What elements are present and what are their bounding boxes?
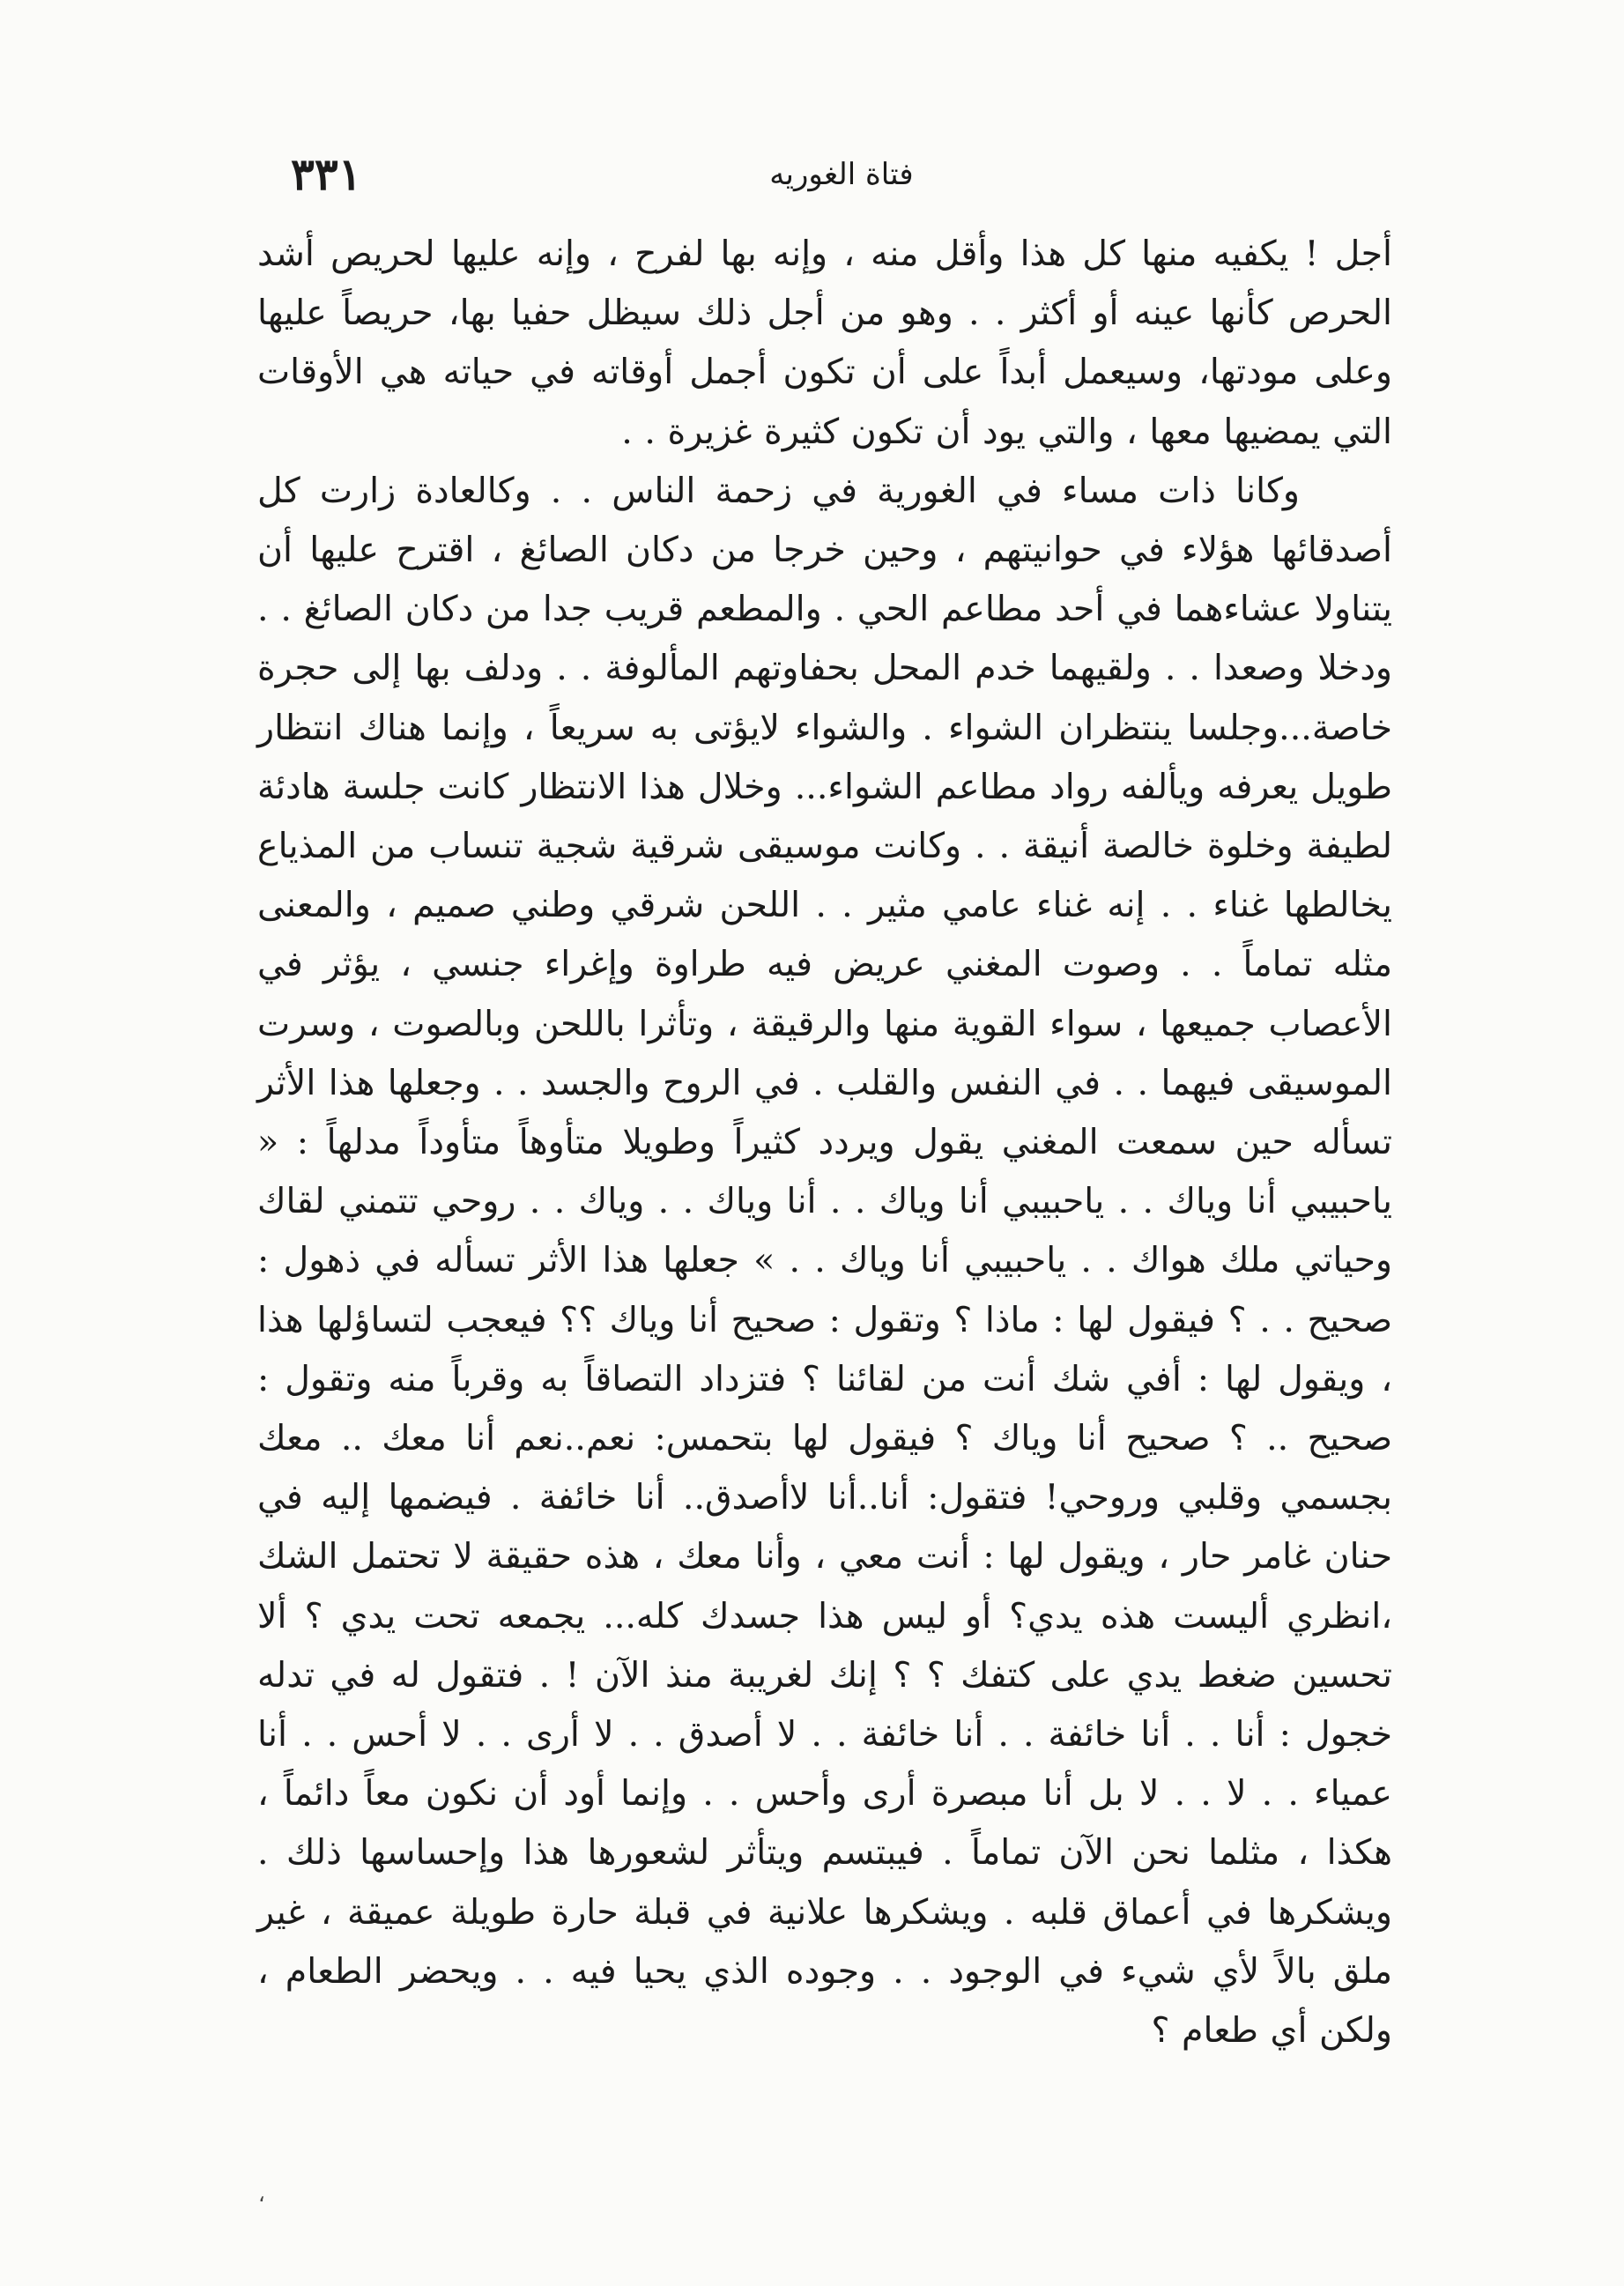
paragraph-1: أجل ! يكفيه منها كل هذا وأقل منه ، وإنه بها لفرح ، وإنه عليها لحريص أشد الحرص كأنها عينه أو أكثر . . وهو من أجل ذلك سيظل حفيا بها، حريصاً عليها وعلى مودتها، وسيعمل أبداً على أن تكون أجمل أوقاته في حياته هي الأوقات التي يمضيها معها ، والتي يود أن تكون كثيرة غزيرة . . bbox=[257, 234, 1392, 452]
running-title: فتاة الغوريه bbox=[769, 157, 914, 192]
page-header bbox=[291, 148, 1392, 210]
stray-mark: ، bbox=[258, 2182, 265, 2207]
page-number: ٣٣١ bbox=[291, 148, 362, 200]
body-text bbox=[257, 225, 1392, 2060]
paragraph-2: وكانا ذات مساء في الغورية في زحمة الناس . . وكالعادة زارت كل أصدقائها هؤلاء في حوانيتهم ، وحين خرجا من دكان الصائغ ، اقترح عليها أن يتناولا عشاءهما في أحد مطاعم الحي . والمطعم قريب جدا من دكان الصائغ . . ودخلا وصعدا . . ولقيهما خدم المحل بحفاوتهم المألوفة . . ودلف بها إلى حجرة خاصة...وجلسا ينتظران الشواء . والشواء لايؤتى به سريعاً ، وإنما هناك انتظار طويل يعرفه ويألفه رواد مطاعم الشواء... وخلال هذا الانتظار كانت جلسة هادئة لطيفة وخلوة خالصة أنيقة . . وكانت موسيقى شرقية شجية تنساب من المذياع يخالطها غناء . . إنه غناء عامي مثير . . اللحن شرقي وطني صميم ، والمعنى مثله تماماً . . وصوت المغني عريض فيه طراوة وإغراء جنسي ، يؤثر في الأعصاب جميعها ، سواء القوية منها والرقيقة ، وتأثرا باللحن وبالصوت ، وسرت الموسيقى فيهما . . في النفس والقلب . في الروح والجسد . . وجعلها هذا الأثر تسأله حين سمعت المغني يقول ويردد كثيراً وطويلا متأوهاً متأوداً مدلهاً : « ياحبيبي أنا وياك . . ياحبيبي أنا وياك . . أنا وياك . . وياك . . روحي تتمني لقاك وحياتي ملك هواك . . ياحبيبي أنا وياك . . » جعلها هذا الأثر تسأله في ذهول : صحيح . . ؟ فيقول لها : ماذا ؟ وتقول : صحيح أنا وياك ؟؟ فيعجب لتساؤلها هذا ، ويقول لها : أفي شك أنت من لقائنا ؟ فتزداد التصاقاً به وقرباً منه وتقول : صحيح .. ؟ صحيح أنا وياك ؟ فيقول لها بتحمس: نعم..نعم أنا معك .. معك بجسمي وقلبي وروحي! فتقول: أنا..أنا لاأصدق.. أنا خائفة . فيضمها إليه في حنان غامر حار ، ويقول لها : أنت معي ، وأنا معك ، هذه حقيقة لا تحتمل الشك ،انظري أليست هذه يدي؟ أو ليس هذا جسدك كله... يجمعه تحت يدي ؟ ألا تحسين ضغط يدي على كتفك ؟ ؟ إنك لغريبة منذ الآن ! . فتقول له في تدله خجول : أنا . . أنا خائفة . . أنا خائفة . . لا أصدق . . لا أرى . . لا أحس . . أنا عمياء . . لا . . لا بل أنا مبصرة أرى وأحس . . وإنما أود أن نكون معاً دائماً ، هكذا ، مثلما نحن الآن تماماً . فيبتسم ويتأثر لشعورها هذا وإحساسها ذلك . ويشكرها في أعماق قلبه . ويشكرها علانية في قبلة حارة طويلة عميقة ، غير ملق بالاً لأي شيء في الوجود . . وجوده الذي يحيا فيه . . ويحضر الطعام ، ولكن أي طعام ؟ bbox=[257, 470, 1392, 2052]
